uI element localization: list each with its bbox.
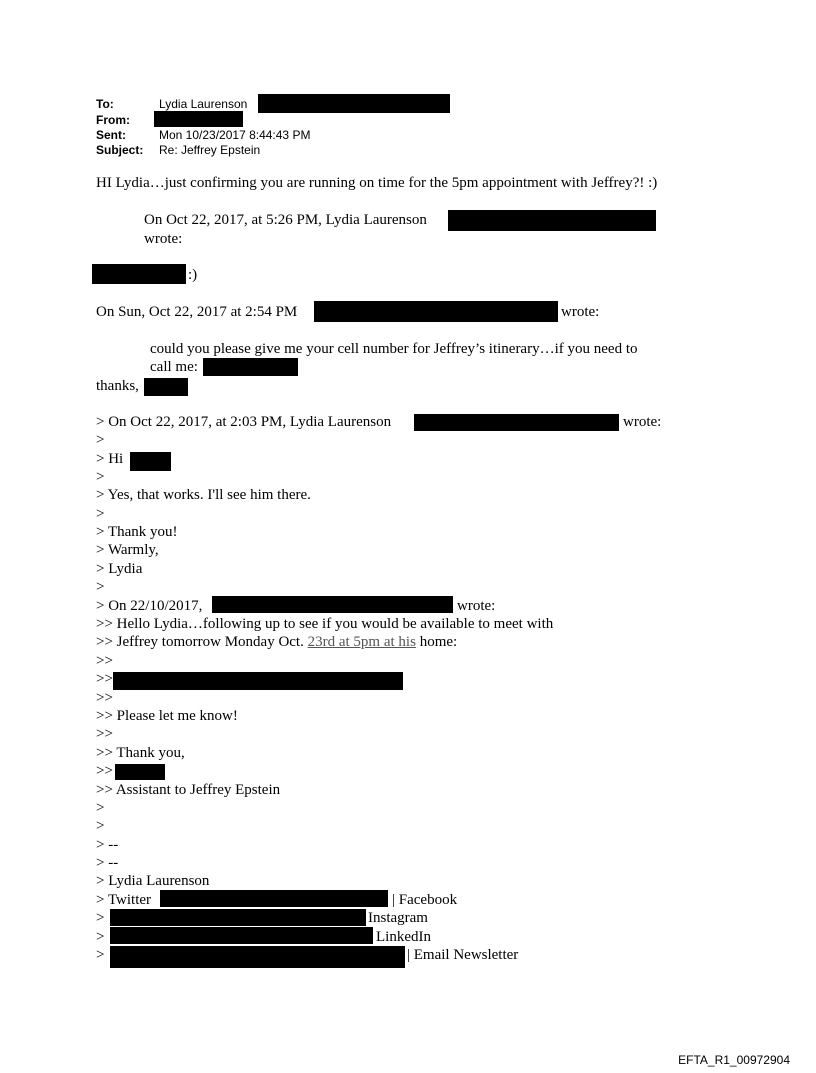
quoted-line: > Lydia [96,561,143,577]
body-line: HI Lydia…just confirming you are running on time for the 5pm appointment with Jeffrey?! :) [96,175,658,191]
quoted-line: >> [96,690,113,706]
quote-attribution: > On 22/10/2017, [96,598,203,614]
redaction-bar [115,764,165,780]
quote-attribution: On Oct 22, 2017, at 5:26 PM, Lydia Laurenson [144,212,427,228]
quoted-line: >> [96,653,113,669]
quote-attribution-wrote: wrote: [457,598,496,614]
quoted-line [96,634,457,651]
date-link[interactable]: 23rd at 5pm at his [307,634,416,650]
body-line: :) [188,267,198,283]
quoted-line: > Thank you! [96,524,178,540]
redaction-bar [92,264,186,284]
to-value: Lydia Laurenson [159,97,248,111]
redaction-bar [154,111,243,127]
quoted-line: > [96,818,105,834]
quoted-line: >> Thank you, [96,745,185,761]
quoted-line: >> [96,671,113,687]
to-label: To: [96,97,114,111]
quoted-line: > [96,506,105,522]
redaction-bar [414,414,619,431]
quoted-line: > Twitter [96,892,152,908]
quoted-line: > Yes, that works. I'll see him there. [96,487,311,503]
subject-label: Subject: [96,143,144,157]
quoted-line: > Hi [96,451,124,467]
quoted-text: >> Jeffrey tomorrow Monday Oct. [96,634,304,650]
quoted-line: > [96,929,105,945]
redaction-bar [113,672,403,690]
body-line: call me: [150,359,198,375]
body-line: thanks, [96,378,139,394]
subject-value: Re: Jeffrey Epstein [159,143,261,157]
sent-label: Sent: [96,128,126,142]
redaction-bar [448,210,656,231]
from-label: From: [96,113,130,127]
sent-value: Mon 10/23/2017 8:44:43 PM [159,128,311,142]
quoted-line: >> [96,763,113,779]
quoted-line: >> Assistant to Jeffrey Epstein [96,782,281,798]
quoted-line: > [96,910,105,926]
quoted-line: > [96,947,105,963]
quoted-line: > Warmly, [96,542,159,558]
quoted-line: > -- [96,855,119,871]
redaction-bar [144,378,188,396]
redaction-bar [203,358,298,376]
quoted-line: > -- [96,837,119,853]
redaction-bar [110,927,373,944]
newsletter-link: | Email Newsletter [407,947,519,963]
quoted-line: > Lydia Laurenson [96,873,210,889]
body-line: could you please give me your cell number for Jeffrey’s itinerary…if you need to [150,341,638,357]
quoted-line: > [96,432,105,448]
redaction-bar [160,890,388,907]
quoted-line: > [96,579,105,595]
quote-attribution-wrote: wrote: [561,304,600,320]
quoted-line: >> Please let me know! [96,708,238,724]
redaction-bar [110,909,366,926]
redaction-bar [130,452,171,471]
quoted-line: > [96,469,105,485]
quote-attribution-wrote: wrote: [144,231,183,247]
quoted-line: >> [96,726,113,742]
document-id: EFTA_R1_00972904 [678,1053,790,1067]
redaction-bar [314,301,558,322]
social-link-facebook: | Facebook [392,892,458,908]
redaction-bar [258,94,450,113]
social-link-linkedin: LinkedIn [376,929,431,945]
redaction-bar [212,596,453,613]
quoted-line: > [96,800,105,816]
quoted-line: >> Hello Lydia…following up to see if you would be available to meet with [96,616,554,632]
social-link-instagram: Instagram [368,910,428,926]
quote-attribution-wrote: wrote: [623,414,662,430]
quoted-text: home: [419,634,458,650]
quote-attribution: On Sun, Oct 22, 2017 at 2:54 PM [96,304,298,320]
redaction-bar [110,946,405,968]
quote-attribution: > On Oct 22, 2017, at 2:03 PM, Lydia Laurenson [96,414,392,430]
